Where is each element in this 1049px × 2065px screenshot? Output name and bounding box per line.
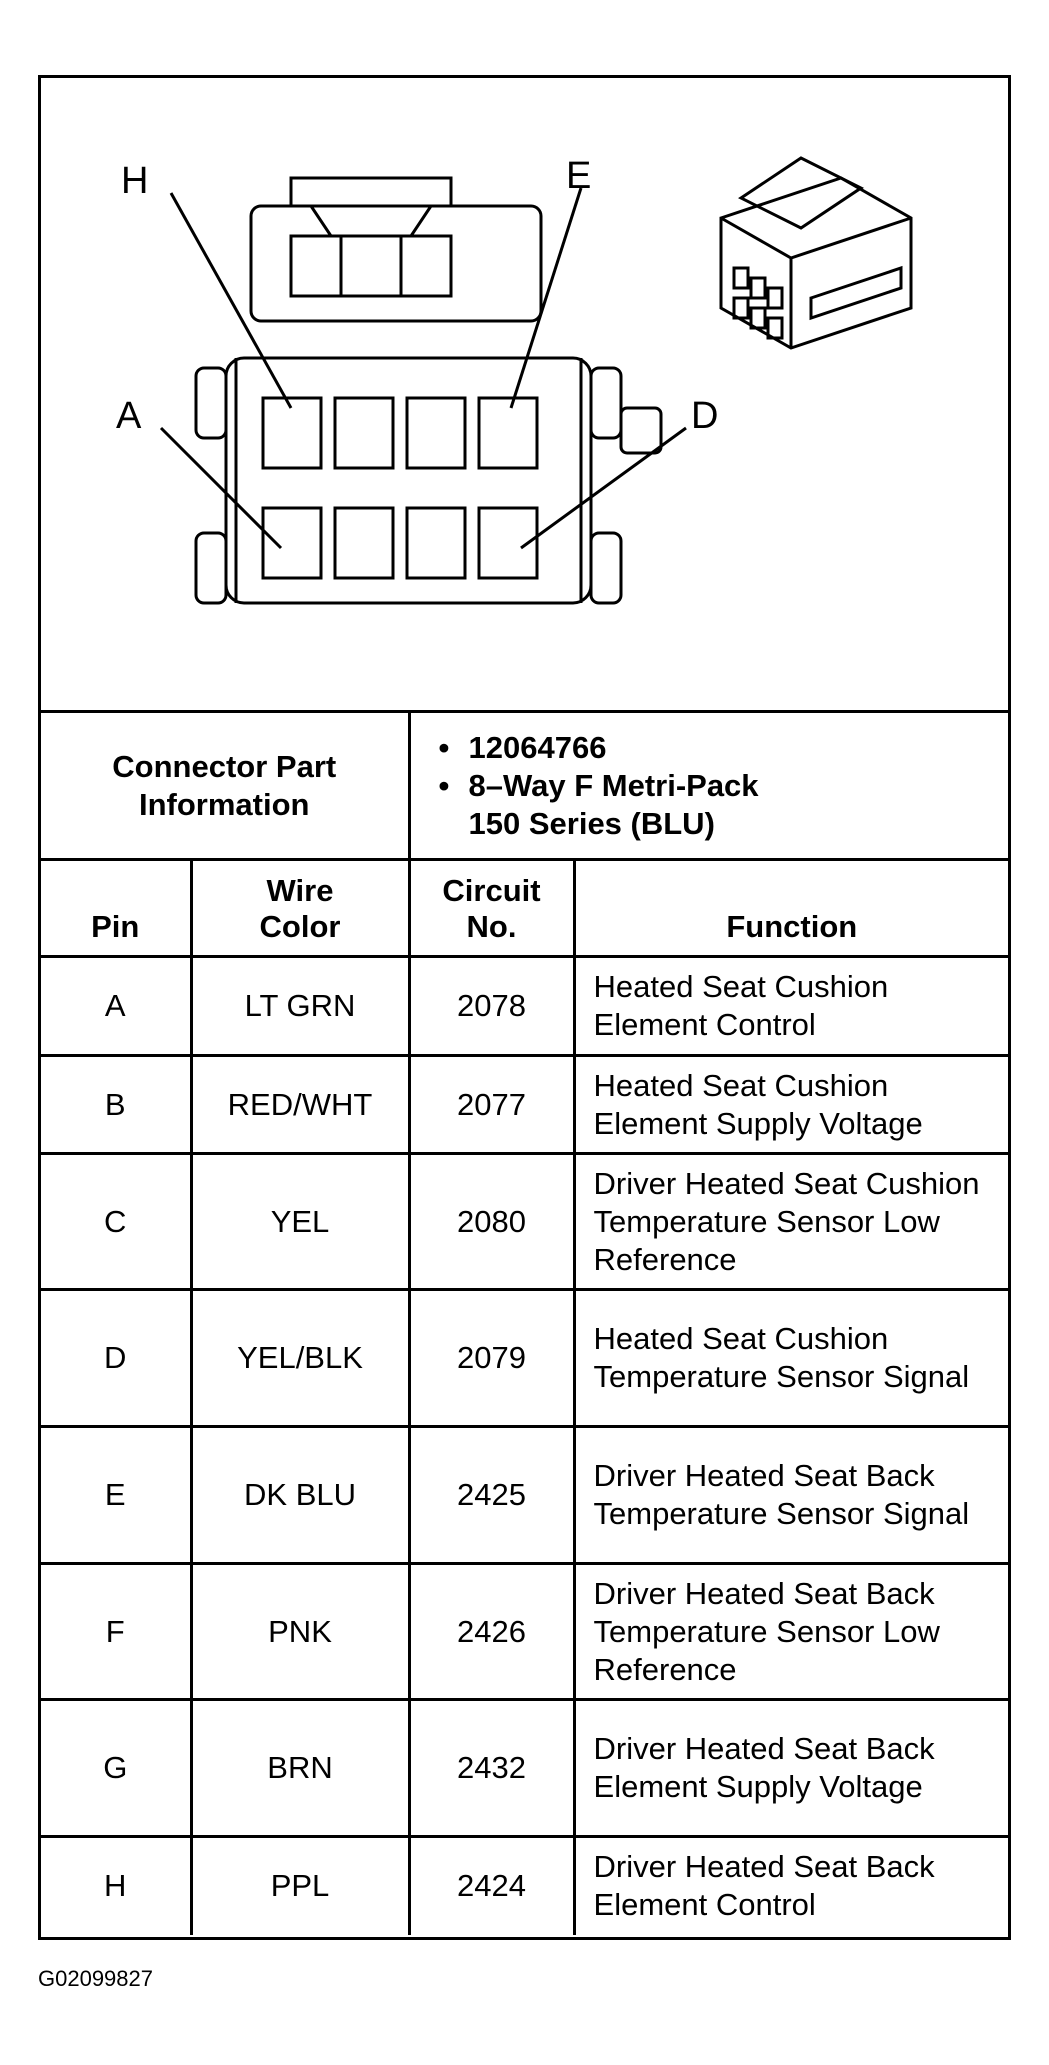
figure-id: G02099827 bbox=[38, 1966, 153, 1991]
cell-function: Driver Heated Seat Cushion Temperature Sensor Low Reference bbox=[574, 1154, 1008, 1290]
cell-wire-color: LT GRN bbox=[191, 957, 409, 1056]
pin-label-h: H bbox=[121, 160, 149, 202]
cell-function: Driver Heated Seat Back Element Control bbox=[574, 1837, 1008, 1935]
cell-wire-color: YEL/BLK bbox=[191, 1290, 409, 1427]
connector-info-label: Connector Part Information bbox=[41, 712, 409, 860]
connector-diagram bbox=[41, 78, 1008, 710]
cell-pin: G bbox=[41, 1700, 191, 1837]
table-row bbox=[41, 1700, 1008, 1837]
cell-wire-color: DK BLU bbox=[191, 1427, 409, 1564]
pin-label-a: A bbox=[116, 395, 142, 437]
table-row bbox=[41, 957, 1008, 1056]
cell-circuit: 2080 bbox=[409, 1154, 574, 1290]
cavity-h bbox=[263, 398, 321, 468]
connector-info-list bbox=[409, 712, 1008, 860]
cell-function: Driver Heated Seat Back Temperature Sensor Signal bbox=[574, 1427, 1008, 1564]
cell-circuit: 2425 bbox=[409, 1427, 574, 1564]
table-row bbox=[41, 1564, 1008, 1700]
pin-label-e: E bbox=[566, 155, 592, 197]
cell-circuit: 2077 bbox=[409, 1056, 574, 1154]
cavity-g bbox=[335, 398, 393, 468]
cell-pin: D bbox=[41, 1290, 191, 1427]
table-row bbox=[41, 1154, 1008, 1290]
cell-circuit: 2078 bbox=[409, 957, 574, 1056]
cell-function: Driver Heated Seat Back Element Supply Voltage bbox=[574, 1700, 1008, 1837]
cavity-c bbox=[407, 508, 465, 578]
pin-label-d: D bbox=[691, 395, 719, 437]
cell-pin: A bbox=[41, 957, 191, 1056]
column-header-circuit: Circuit No. bbox=[409, 860, 574, 957]
cell-circuit: 2424 bbox=[409, 1837, 574, 1935]
table-row bbox=[41, 1056, 1008, 1154]
cell-function: Heated Seat Cushion Temperature Sensor Signal bbox=[574, 1290, 1008, 1427]
cell-function: Heated Seat Cushion Element Control bbox=[574, 957, 1008, 1056]
connector-info-item: • 12064766 bbox=[438, 729, 607, 765]
cell-wire-color: BRN bbox=[191, 1700, 409, 1837]
cell-circuit: 2079 bbox=[409, 1290, 574, 1427]
cavity-f bbox=[407, 398, 465, 468]
cavity-e bbox=[479, 398, 537, 468]
cell-function: Heated Seat Cushion Element Supply Voltage bbox=[574, 1056, 1008, 1154]
cell-pin: E bbox=[41, 1427, 191, 1564]
cell-circuit: 2426 bbox=[409, 1564, 574, 1700]
cell-pin: H bbox=[41, 1837, 191, 1935]
cavity-a bbox=[263, 508, 321, 578]
cell-wire-color: PNK bbox=[191, 1564, 409, 1700]
cell-wire-color: PPL bbox=[191, 1837, 409, 1935]
connector-3d-icon bbox=[721, 158, 911, 348]
cell-pin: C bbox=[41, 1154, 191, 1290]
connector-sheet bbox=[38, 75, 1011, 1940]
column-header-wire-color: Wire Color bbox=[191, 860, 409, 957]
cell-circuit: 2432 bbox=[409, 1700, 574, 1837]
cell-wire-color: YEL bbox=[191, 1154, 409, 1290]
cell-pin: B bbox=[41, 1056, 191, 1154]
table-row bbox=[41, 1837, 1008, 1935]
cell-wire-color: RED/WHT bbox=[191, 1056, 409, 1154]
pinout-table bbox=[41, 710, 1008, 1935]
table-row bbox=[41, 1427, 1008, 1564]
connector-info-item: • 8–Way F Metri-Pack 150 Series (BLU) bbox=[438, 767, 759, 841]
cell-function: Driver Heated Seat Back Temperature Sensor Low Reference bbox=[574, 1564, 1008, 1700]
table-row bbox=[41, 1290, 1008, 1427]
cavity-b bbox=[335, 508, 393, 578]
column-header-function: Function bbox=[574, 860, 1008, 957]
cell-pin: F bbox=[41, 1564, 191, 1700]
latch-housing bbox=[251, 206, 541, 321]
column-header-pin: Pin bbox=[41, 860, 191, 957]
